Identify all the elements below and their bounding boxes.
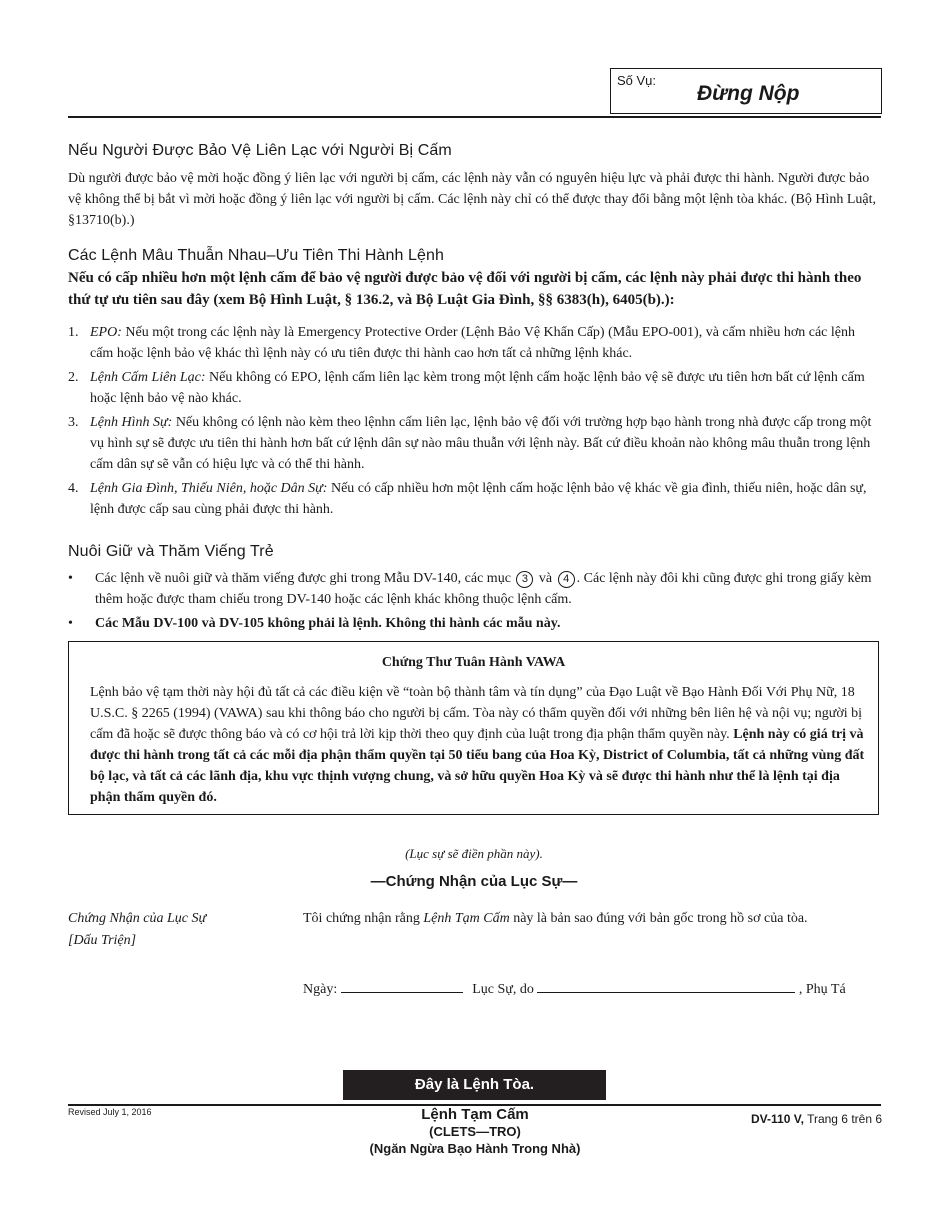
section-body: Dù người được bảo vệ mời hoặc đồng ý liên lạc với người bị cấm, các lệnh này vẫn có nguyên hiệu lực và phải được thi hành. Người được bảo vệ không thể bị bắt vì mời hoặc đồng ý liên lạc với người bị cấm. Các lệnh này chỉ có thể được thay đổi bằng một lệnh tòa khác. (Bộ Hình Luật, §13710(b).)	[68, 171, 876, 228]
clerk-certification-text	[303, 908, 883, 930]
section-protected-person-contact	[68, 142, 880, 231]
bullet-text: và	[538, 571, 553, 586]
section-conflicting-orders	[68, 247, 880, 311]
clerk-by-label: Lục Sự, do	[472, 982, 534, 997]
form-title: Lệnh Tạm Cấm	[421, 1106, 529, 1123]
list-item	[68, 367, 880, 409]
section-title: Nuôi Giữ và Thăm Viếng Trẻ	[68, 543, 274, 560]
clerk-certificate-heading: —Chứng Nhận của Lục Sự—	[370, 873, 578, 890]
date-label: Ngày:	[303, 982, 338, 997]
list-number: 3.	[68, 415, 79, 430]
form-id: DV-110 V,	[751, 1112, 804, 1126]
form-subtitle-clets: (CLETS—TRO)	[429, 1124, 521, 1139]
list-item	[68, 322, 880, 364]
vawa-body: Lệnh bảo vệ tạm thời này hội đủ tất cả các điều kiện về “toàn bộ thành tâm và tín dụng” của Đạo Luật về Bạo Hành Đối Với Phụ Nữ, 18 U.S.C. § 2265 (1994) (VAWA) sau khi thông báo cho người bị cấm. Tòa này có thẩm quyền đối với những bên liên hệ và nội vụ; người bị cấm đã hoặc sẽ được thông báo và có cơ hội trả lời kịp thời theo quy định của luật trong địa phận thẩm quyền này.	[90, 685, 863, 742]
bullet-text: Các Mẫu DV-100 và DV-105 không phải là lệnh. Không thi hành các mẫu này.	[95, 616, 561, 631]
court-order-banner: Đây là Lệnh Tòa.	[343, 1070, 606, 1100]
cert-text: này là bản sao đúng với bản gốc trong hồ sơ của tòa.	[509, 911, 808, 926]
vawa-body-bold: Lệnh này có giá trị và được thi hành trong tất cả các mỗi địa phận thẩm quyền tại 50 tiểu bang của Hoa Kỳ, District of Columbia, tất cả những vùng đất bộ lạc, và tất cả các lãnh địa, khu vực thịnh vượng chung, và sở hữu quyền Hoa Kỳ và sẽ được thi hành như thể là lệnh tại địa phận thẩm quyền đó.	[90, 727, 865, 805]
clerk-signature-row	[303, 979, 883, 1001]
page-number: Trang 6 trên 6	[803, 1112, 882, 1126]
revised-date: Revised July 1, 2016	[68, 1107, 152, 1117]
clerk-note: (Lục sự sẽ điền phần này).	[405, 846, 543, 861]
list-item	[68, 412, 880, 475]
list-item	[68, 478, 880, 520]
circled-item-number: 4	[558, 571, 575, 588]
form-subtitle-dv: (Ngăn Ngừa Bạo Hành Trong Nhà)	[369, 1141, 581, 1156]
vawa-certificate-box	[68, 641, 879, 815]
bullet-item	[68, 613, 880, 634]
date-field[interactable]	[341, 980, 463, 993]
list-item-lead: Lệnh Cấm Liên Lạc:	[90, 370, 206, 385]
list-item-lead: Lệnh Gia Đình, Thiếu Niên, hoặc Dân Sự:	[90, 481, 328, 496]
cert-form-name: Lệnh Tạm Cấm	[423, 911, 510, 926]
section-title: Các Lệnh Mâu Thuẫn Nhau–Ưu Tiên Thi Hành Lệnh	[68, 247, 445, 264]
list-number: 1.	[68, 325, 79, 340]
case-number-box	[610, 68, 882, 114]
seal-sublabel: [Dấu Triện]	[68, 933, 137, 948]
list-item-lead: EPO:	[90, 325, 122, 340]
section-title: Nếu Người Được Bảo Vệ Liên Lạc với Người Bị Cấm	[68, 142, 452, 159]
form-page-info	[751, 1112, 882, 1126]
vawa-title: Chứng Thư Tuân Hành VAWA	[381, 655, 566, 670]
list-item-text: Nếu không có EPO, lệnh cấm liên lạc kèm trong một lệnh cấm hoặc lệnh bảo vệ sẽ được ưu tiên hơn bất cứ lệnh cấm hoặc lệnh bảo vệ nào khác.	[90, 370, 865, 406]
list-item-text: Nếu một trong các lệnh này là Emergency Protective Order (Lệnh Bảo Vệ Khẩn Cấp) (Mẫu EPO-001), và cấm nhiều hơn các lệnh cấm hoặc lệnh bảo vệ khác thì lệnh này có ưu tiên được thi hành cao hơn tất cả những lệnh khác.	[90, 325, 855, 361]
bullet-text: Các lệnh về nuôi giữ và thăm viếng được ghi trong Mẫu DV-140, các mục	[95, 571, 511, 586]
seal-label: Chứng Nhận của Lục Sự	[68, 911, 207, 926]
deputy-label: , Phụ Tá	[798, 982, 846, 997]
cert-text: Tôi chứng nhận rằng	[303, 911, 424, 926]
list-number: 4.	[68, 481, 79, 496]
list-number: 2.	[68, 370, 79, 385]
list-item-lead: Lệnh Hình Sự:	[90, 415, 173, 430]
bullet-icon: •	[68, 616, 73, 631]
header-rule	[68, 116, 881, 118]
case-number-value: Đừng Nộp	[697, 82, 800, 105]
circled-item-number: 3	[516, 571, 533, 588]
bullet-text: . Các lệnh này đôi khi cũng được ghi trong giấy kèm thêm hoặc được tham chiếu trong DV-140 hoặc các lệnh khác không thuộc lệnh cấm.	[95, 571, 872, 607]
case-number-label: Số Vụ:	[617, 73, 657, 88]
section-custody-visitation	[68, 543, 880, 637]
section-intro: Nếu có cấp nhiều hơn một lệnh cấm để bảo vệ người được bảo vệ đối với người bị cấm, các lệnh này phải được thi hành theo thứ tự ưu tiên sau đây (xem Bộ Hình Luật, § 136.2, và Bộ Luật Gia Đình, §§ 6383(h), 6405(b).):	[68, 270, 862, 308]
list-item-text: Nếu có cấp nhiều hơn một lệnh cấm hoặc lệnh bảo vệ khác về gia đình, thiếu niên, hoặc dân sự, lệnh được cấp sau cùng phải được thi hành.	[90, 481, 867, 517]
deputy-name-field[interactable]	[537, 980, 795, 993]
vawa-text	[90, 682, 865, 808]
clerk-seal-area	[68, 908, 288, 952]
bullet-item	[68, 568, 880, 610]
bullet-icon: •	[68, 571, 73, 586]
priority-list	[68, 322, 880, 523]
footer-form-title	[300, 1106, 650, 1158]
list-item-text: Nếu không có lệnh nào kèm theo lệnhn cấm liên lạc, lệnh bảo vệ đối với trường hợp bạo hành trong nhà được cấp trong một vụ hình sự sẽ được ưu tiên thi hành hơn bất cứ lệnh dân sự nào mâu thuẫn với lệnh này. Bất cứ điều khoản nào không mâu thuẫn trong lệnh cấm dân sự sẽ vẫn có hiệu lực và có thể thi hành.	[90, 415, 872, 472]
